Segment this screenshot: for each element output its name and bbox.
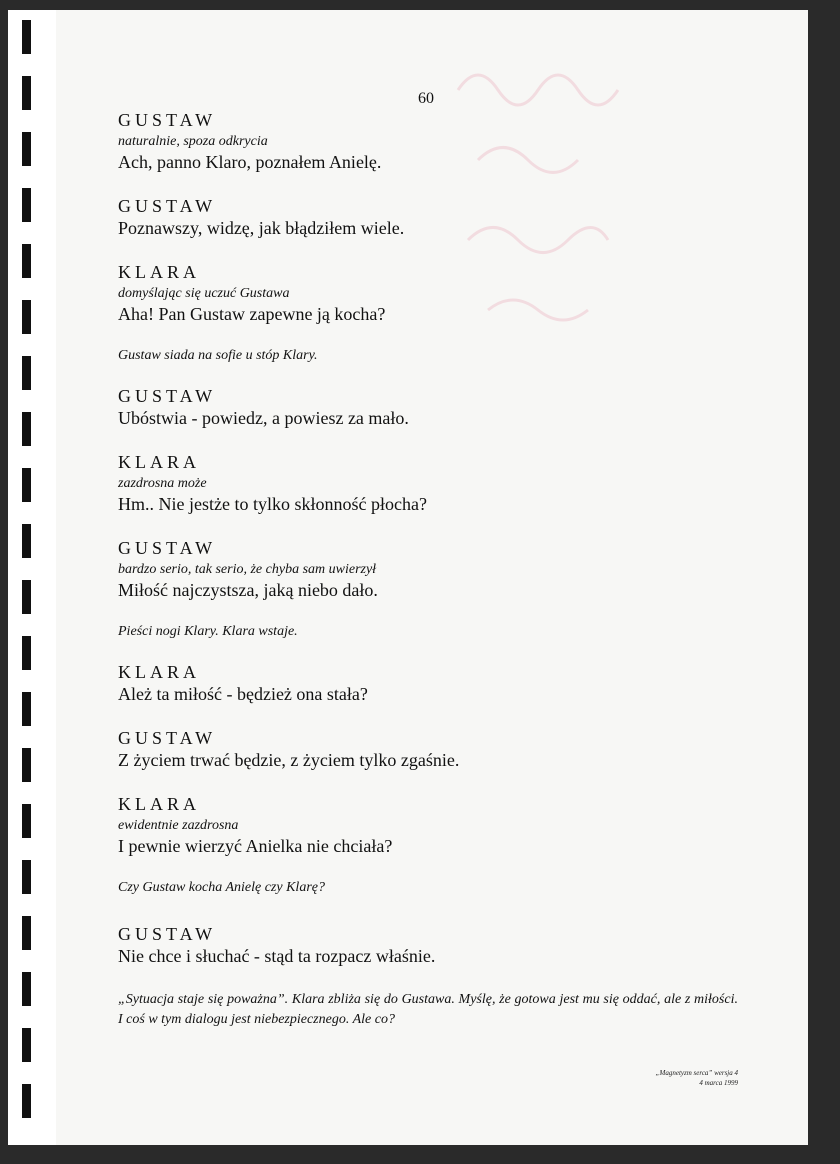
- speaker-name: KLARA: [118, 452, 200, 472]
- page-number: 60: [418, 90, 434, 107]
- stage-direction: zazdrosna może: [118, 476, 207, 491]
- speaker-name: GUSTAW: [118, 386, 217, 406]
- show-through-marks: [438, 50, 628, 350]
- footer-note: [578, 1068, 738, 1088]
- document-page: [8, 10, 808, 1145]
- binding-hole: [22, 524, 31, 558]
- speaker-name: GUSTAW: [118, 196, 217, 216]
- stage-direction: naturalnie, spoza odkrycia: [118, 134, 268, 149]
- stage-note: Pieści nogi Klary. Klara wstaje.: [118, 624, 298, 639]
- dialogue-line: Z życiem trwać będzie, z życiem tylko zgaśnie.: [118, 750, 460, 770]
- binding-hole: [22, 580, 31, 614]
- binding-hole: [22, 300, 31, 334]
- speaker-name: GUSTAW: [118, 110, 217, 130]
- binding-hole: [22, 20, 31, 54]
- footer-date: 4 marca 1999: [699, 1079, 738, 1087]
- binding-hole: [22, 636, 31, 670]
- binding-hole: [22, 244, 31, 278]
- dialogue-line: Poznawszy, widzę, jak błądziłem wiele.: [118, 218, 405, 238]
- stage-direction: ewidentnie zazdrosna: [118, 818, 239, 833]
- author-comment: „Sytuacja staje się poważna”. Klara zbliża się do Gustawa. Myślę, że gotowa jest mu się oddać, ale z miłości. I coś w tym dialogu jest niebezpiecznego. Ale co?: [118, 992, 738, 1027]
- speaker-name: GUSTAW: [118, 538, 217, 558]
- dialogue-line: Nie chce i słuchać - stąd ta rozpacz właśnie.: [118, 946, 436, 966]
- binding-hole: [22, 132, 31, 166]
- speaker-name: GUSTAW: [118, 924, 217, 944]
- stage-note: Czy Gustaw kocha Anielę czy Klarę?: [118, 880, 325, 895]
- binding-strip: [8, 10, 56, 1145]
- speaker-name: KLARA: [118, 662, 200, 682]
- binding-hole: [22, 972, 31, 1006]
- binding-hole: [22, 412, 31, 446]
- binding-hole: [22, 804, 31, 838]
- binding-hole: [22, 76, 31, 110]
- stage-direction: domyślając się uczuć Gustawa: [118, 286, 290, 301]
- binding-hole: [22, 692, 31, 726]
- binding-hole: [22, 748, 31, 782]
- binding-hole: [22, 468, 31, 502]
- binding-hole: [22, 356, 31, 390]
- speaker-name: GUSTAW: [118, 728, 217, 748]
- stage-direction: bardzo serio, tak serio, że chyba sam uwierzył: [118, 562, 377, 577]
- footer-title: „Magnetyzm serca” wersja 4: [655, 1069, 738, 1077]
- dialogue-line: Aha! Pan Gustaw zapewne ją kocha?: [118, 304, 386, 324]
- binding-hole: [22, 860, 31, 894]
- dialogue-line: Hm.. Nie jestże to tylko skłonność płocha?: [118, 494, 427, 514]
- speaker-name: KLARA: [118, 262, 200, 282]
- dialogue-line: Ależ ta miłość - będzież ona stała?: [118, 684, 368, 704]
- binding-hole: [22, 1084, 31, 1118]
- dialogue-line: Ach, panno Klaro, poznałem Anielę.: [118, 152, 382, 172]
- binding-hole: [22, 916, 31, 950]
- dialogue-line: I pewnie wierzyć Anielka nie chciała?: [118, 836, 393, 856]
- binding-hole: [22, 188, 31, 222]
- speaker-name: KLARA: [118, 794, 200, 814]
- dialogue-line: Ubóstwia - powiedz, a powiesz za mało.: [118, 408, 409, 428]
- stage-note: Gustaw siada na sofie u stóp Klary.: [118, 348, 318, 363]
- dialogue-line: Miłość najczystsza, jaką niebo dało.: [118, 580, 378, 600]
- binding-hole: [22, 1028, 31, 1062]
